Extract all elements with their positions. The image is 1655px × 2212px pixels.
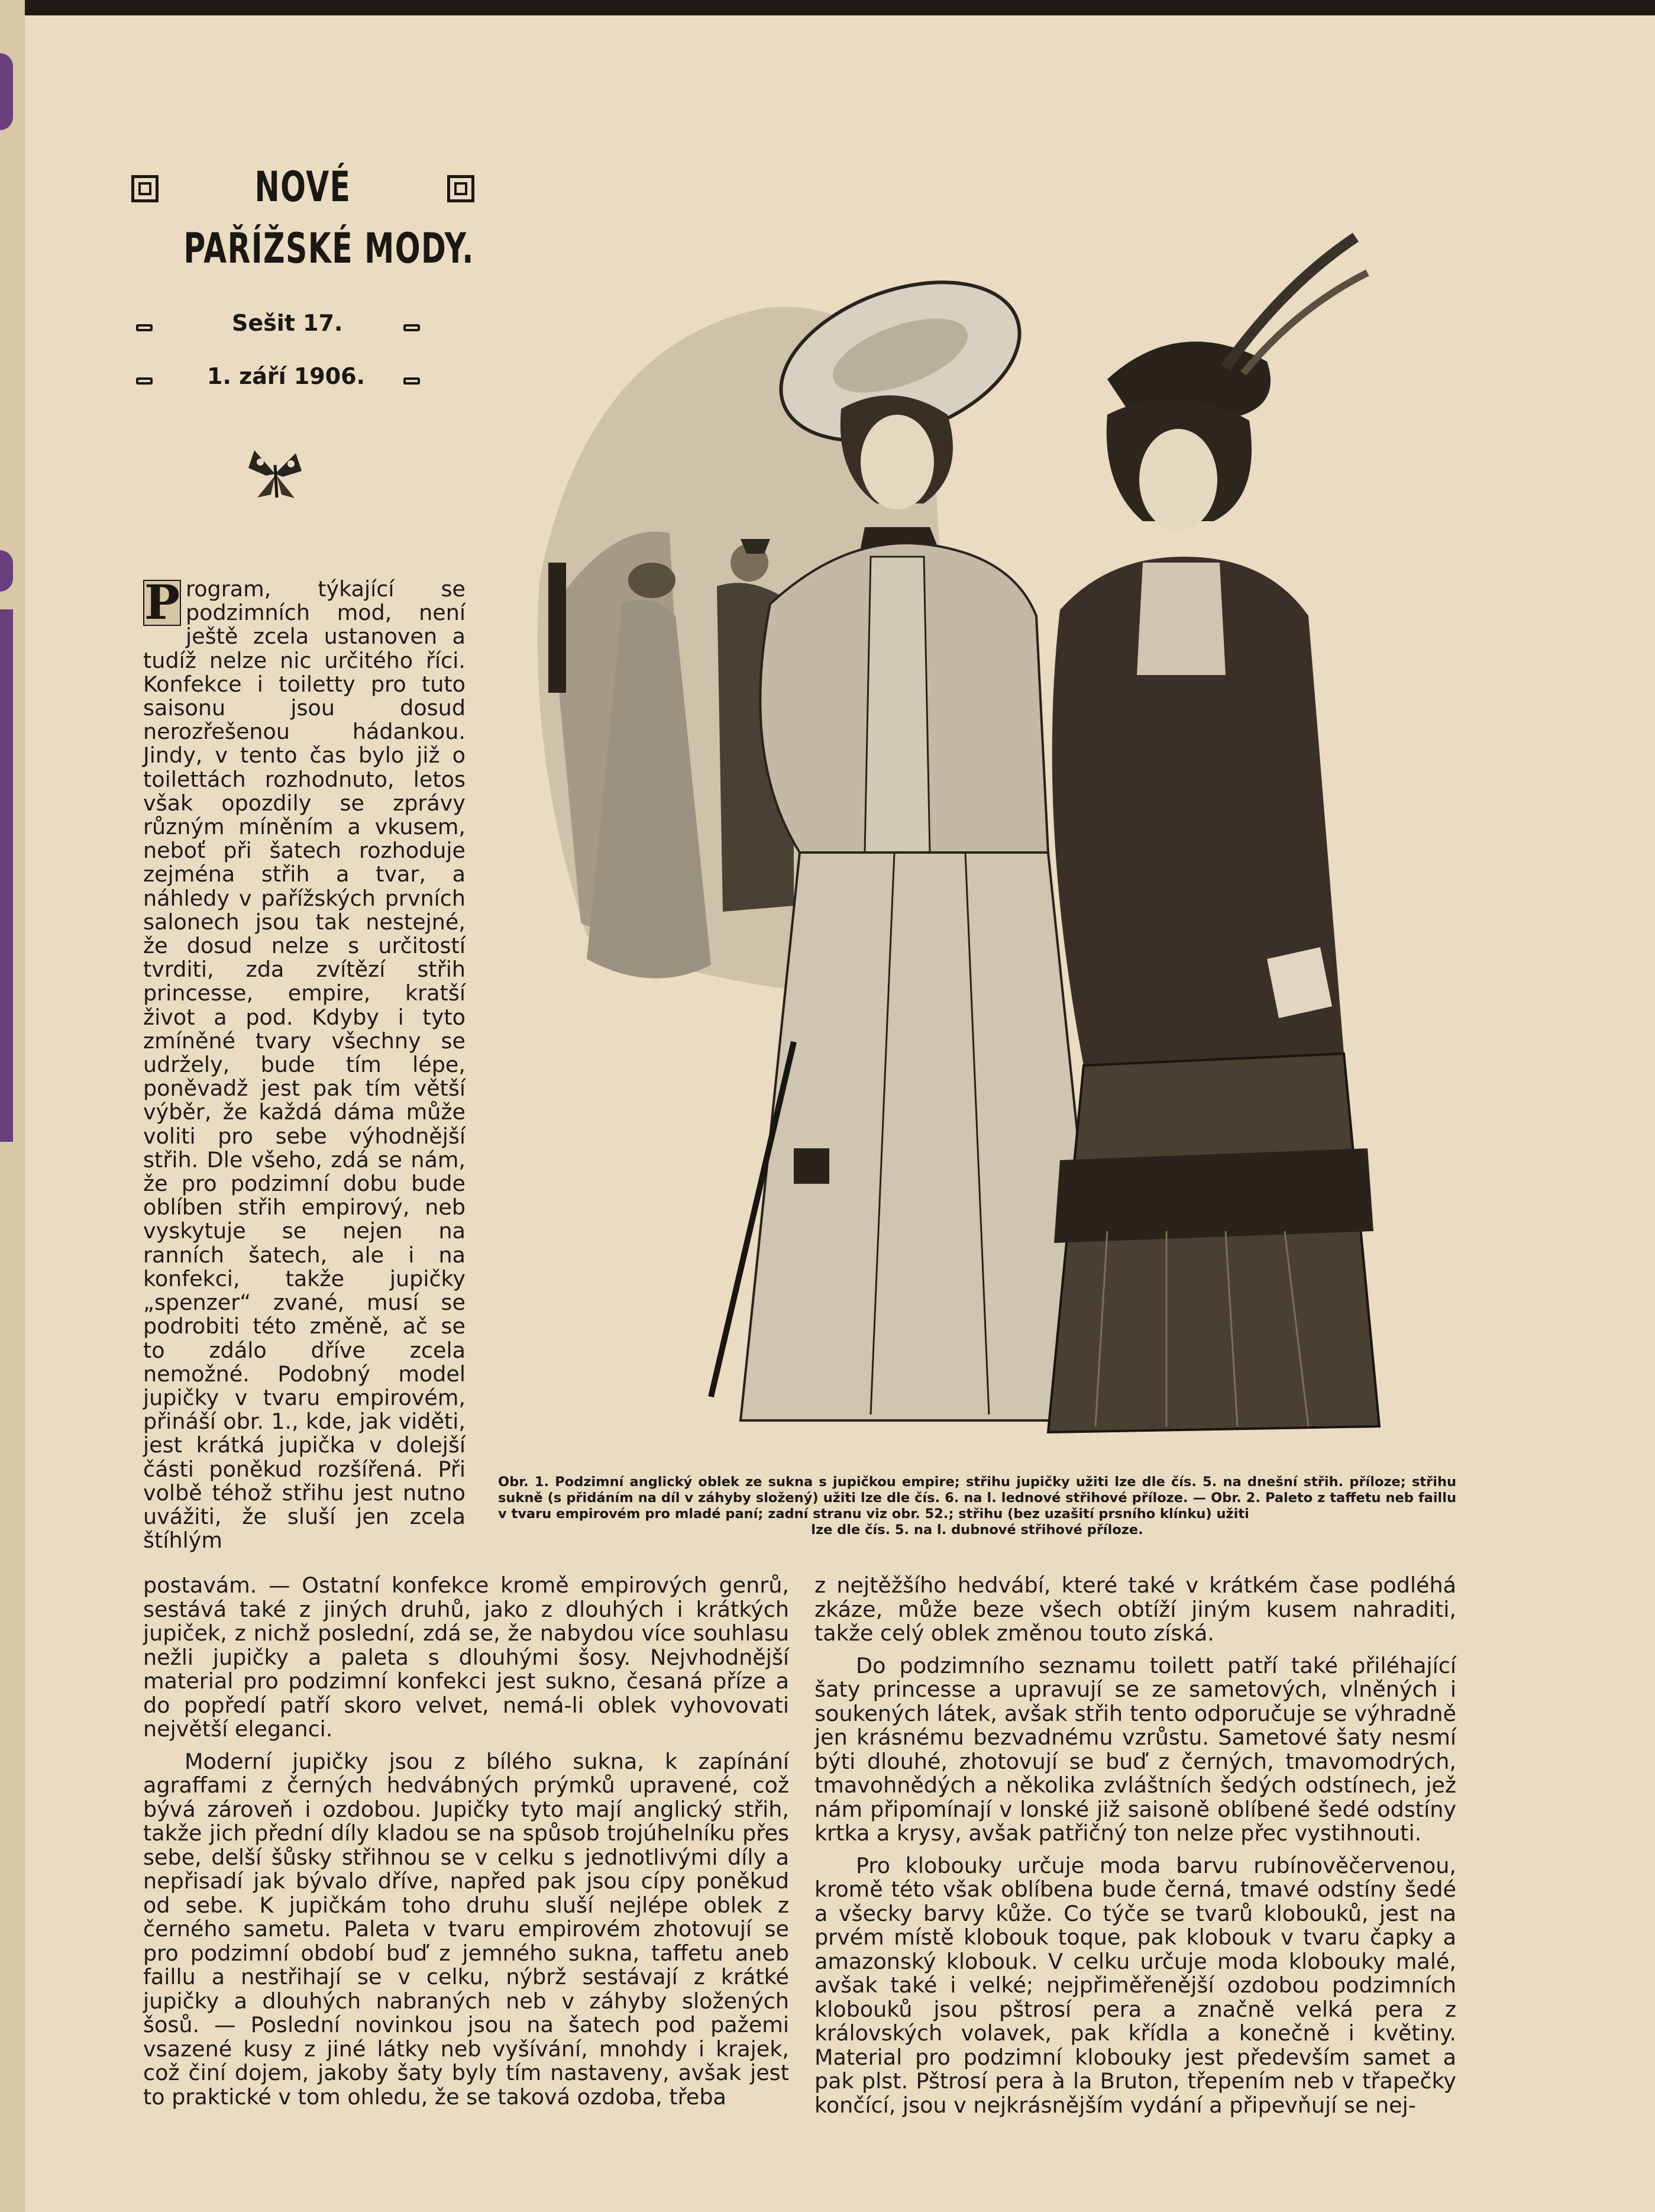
article-column-bottom-right <box>814 1574 1456 2117</box>
spine-purple-band <box>0 609 13 1142</box>
spine-purple-tab-top <box>0 53 13 130</box>
paragraph: Pro klobouky určuje moda barvu rubínověčervenou, kromě této však oblíbena bude černá, tmavé odstíny šedé a všecky barvy kůže. Co týče se tvarů klobouků, jest na prvém místě klobouk toque, pak klobouk v tvaru čapky a amazonský klobouk. V celku určuje moda klobouky malé, avšak také i velké; nejpřiměřenější ozdobou podzimních klobouků jsou pštrosí pera a značně velká pera z královských volavek, pak křídla a konečně i květiny. Material pro podzimní klobouky jest především samet a pak plst. Pštrosí pera à la Bruton, třepením neb v třapečky končící, jsou v nejkrásnějším vydání a připevňují se nej- <box>814 1852 1456 2118</box>
issue-date: 1. září 1906. <box>207 363 366 389</box>
caption-last-line: lze dle čís. 5. na l. dubnové střihové příloze. <box>811 1522 1143 1538</box>
ornament-dash-icon <box>136 324 153 331</box>
ornament-square-icon <box>131 175 159 202</box>
title-line-2: PAŘÍŽSKÉ MODY. <box>183 224 474 273</box>
paragraph: Moderní jupičky jsou z bílého sukna, k zapínání agraffami z černých hedvábných prýmků upravené, což bývá zároveň i ozdobou. Jupičky tyto mají anglický střih, takže jich přední díly kladou se na spůsob trojúhelníku přes sebe, delší šůsky střihnou se v celku s jednotlivými díly a nepřisadí jak bývalo dříve, napřed pak jsou cípy poněkud od sebe. K jupičkám toho druhu sluší nejlépe oblek z černého sametu. Paleta v tvaru empirovém zhotovují se pro podzimní období buď z jemného sukna, taffetu aneb faillu a nestřihají se v celku, nýbrž sestávají z krátké jupičky a dlouhých nabraných neb v záhyby složených šosů. — Poslední novinkou jsou na šatech pod pažemi vsazené kusy z jiné látky neb vyšívání, mnohdy i krajek, což činí dojem, jakoby šaty byly tím nastaveny, avšak jest to praktické v tom ohledu, že se taková ozdoba, třeba <box>143 1748 789 2110</box>
spine-purple-tab-middle <box>0 550 13 592</box>
drop-cap: P <box>144 574 180 630</box>
ornament-square-icon <box>447 175 474 202</box>
article-column-bottom-left <box>143 1574 789 2109</box>
book-spine <box>0 0 25 2212</box>
butterfly-vignette-icon <box>243 441 308 506</box>
caption-text: Obr. 1. Podzimní anglický oblek ze sukna s jupičkou empire; střihu jupičky užiti lze dle čís. 5. na dnešní střih. příloze; střihu sukně (s přidáním na díl v záhyby složený) užiti lze dle čís. 6. na l. lednové střihové příloze. — Obr. 2. Paleto z taffetu neb faillu v tvaru empirovém pro mladé paní; zadní stranu viz obr. 52.; střihu (bez uzašití prsního klínku) užiti <box>498 1474 1456 1522</box>
paragraph: postavám. — Ostatní konfekce kromě empirových genrů, sestává také z jiných druhů, jako z dlouhých i krátkých jupiček, z nichž poslední, zdá se, že nabydou více souhlasu nežli jupičky a paleta s dlouhými šosy. Nejvhodnější material pro podzimní konfekci jest sukno, česaná příze a do popředí patří skoro velvet, nemá-li oblek vyhovovati největší eleganci. <box>143 1572 789 1742</box>
lady-right-figure <box>1048 237 1379 1432</box>
ornament-dash-icon <box>403 324 420 331</box>
title-line-1: NOVÉ <box>254 163 351 211</box>
article-column-left <box>143 574 466 1554</box>
ornament-dash-icon <box>403 377 420 385</box>
paragraph: z nejtěžšího hedvábí, které také v krátkém čase podléhá zkáze, může beze všech obtíží jiným kusem nahraditi, takže celý oblek změnou touto získá. <box>814 1572 1456 1646</box>
issue-number: Sešit 17. <box>232 310 343 336</box>
figure-caption <box>498 1474 1456 1538</box>
article-intro-text: rogram, týkající se podzimních mod, není ještě zcela ustanoven a tudíž nelze nic určitého říci. Konfekce i toiletty pro tuto saisonu jsou dosud nerozřešenou hádankou. Jindy, v tento čas bylo již o toilettách rozhodnuto, letos však opozdily se zprávy různým míněním a vkusem, neboť při šatech rozhoduje zejména střih a tvar, a náhledy v pařížských prvních salonech jsou tak nestejné, že dosud nelze s určitostí tvrditi, zda zvítězí střih princesse, empire, kratší život a pod. Kdyby i tyto zmíněné tvary všechny se udržely, bude tím lépe, poněvadž jest pak tím větší výběr, že každá dáma může voliti pro sebe výhodnější střih. Dle všeho, zdá se nám, že pro podzimní dobu bude oblíben střih empirový, neb vyskytuje se nejen na ranních šatech, ale i na konfekci, takže jupičky „spenzer“ zvané, musí se podrobiti této změně, ač se to zdálo dříve zcela nemožné. Podobný model jupičky v tvaru empirovém, přináší obr. 1., kde, jak viděti, jest krátká jupička v dolejší části poněkud rozšířená. Při volbě téhož střihu jest nutno uvážiti, že sluší jen zcela štíhlým <box>143 576 466 1554</box>
ornament-dash-icon <box>136 377 153 385</box>
magazine-page <box>25 15 1655 2212</box>
fashion-illustration <box>516 225 1462 1468</box>
paragraph: Do podzimního seznamu toilett patří také přiléhající šaty princesse a upravují se ze sametových, vlněných i soukených látek, avšak střih tento odporučuje se výhradně jen krásnému bezvadnému vzrůstu. Sametové šaty nesmí býti dlouhé, zhotovují se buď z černých, tmavomodrých, tmavohnědých a několika zvláštních šedých odstínech, jež nám připomínají v lonské již saisoně oblíbené šedé odstíny krtka a krysy, avšak patřičný ton nelze přec vystihnouti. <box>814 1652 1456 1846</box>
masthead <box>137 157 474 278</box>
